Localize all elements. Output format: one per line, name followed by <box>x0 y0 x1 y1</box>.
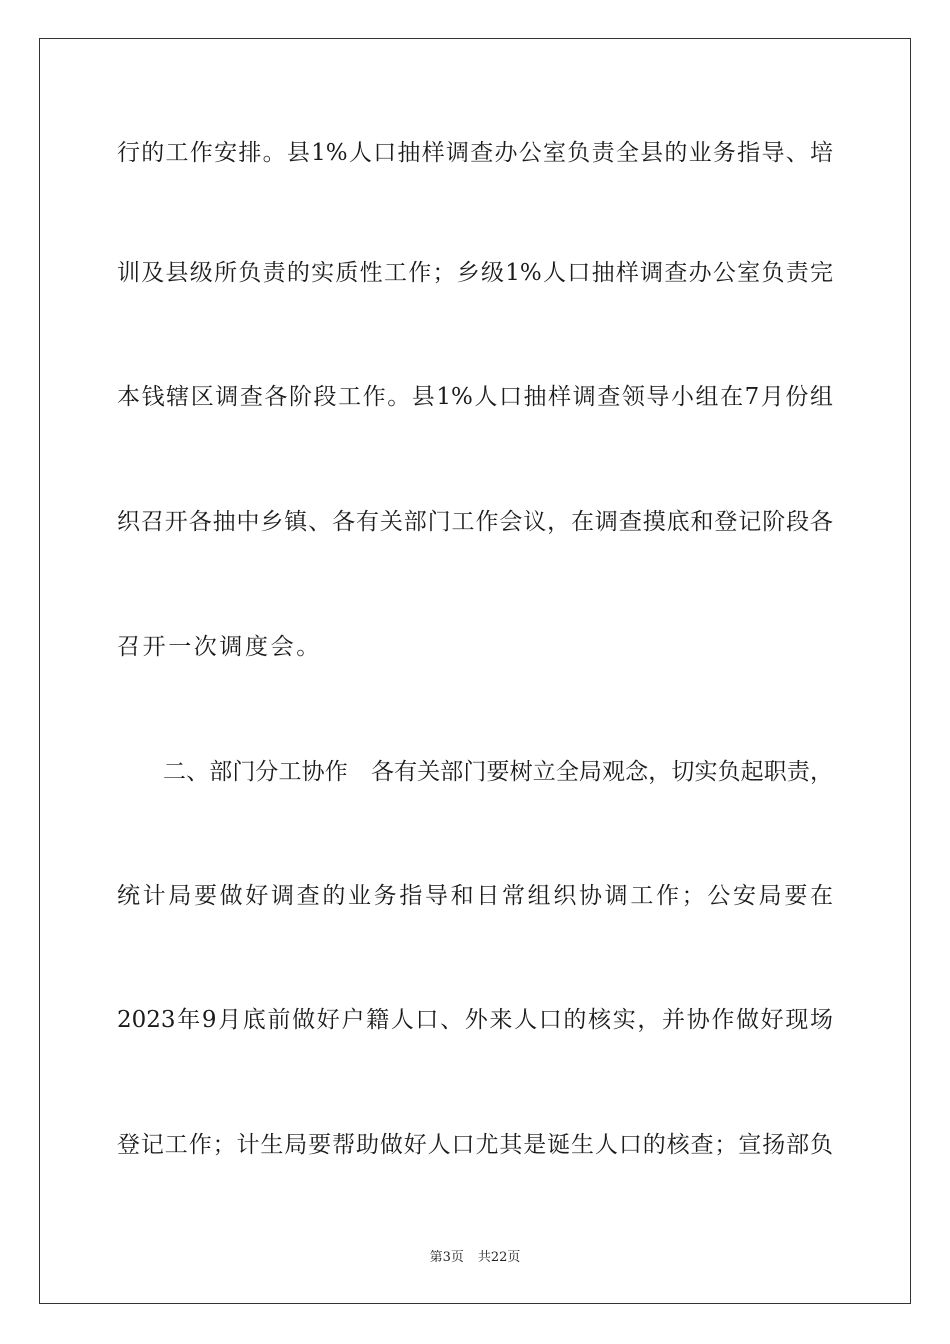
page-footer <box>0 1250 950 1266</box>
section-heading-line: 二、部门分工协作 各有关部门要树立全局观念，切实负起职责， <box>163 759 833 785</box>
paragraph-line: 织召开各抽中乡镇、各有关部门工作会议，在调查摸底和登记阶段各 <box>117 509 833 535</box>
page-number: 第3页 <box>429 1250 464 1265</box>
paragraph-line: 登记工作；计生局要帮助做好人口尤其是诞生人口的核查；宣扬部负 <box>117 1132 833 1158</box>
paragraph-line: 召开一次调度会。 <box>117 634 322 660</box>
paragraph-line: 本钱辖区调查各阶段工作。县1%人口抽样调查领导小组在7月份组 <box>117 384 833 410</box>
paragraph-line: 统计局要做好调查的业务指导和日常组织协调工作；公安局要在 <box>117 883 833 909</box>
paragraph-line: 训及县级所负责的实质性工作；乡级1%人口抽样调查办公室负责完 <box>117 260 833 286</box>
paragraph-line: 2023年9月底前做好户籍人口、外来人口的核实，并协作做好现场 <box>117 1007 833 1033</box>
paragraph-line: 行的工作安排。县1%人口抽样调查办公室负责全县的业务指导、培 <box>117 140 833 166</box>
page-border <box>39 38 911 1304</box>
page-total: 共22页 <box>477 1250 521 1265</box>
